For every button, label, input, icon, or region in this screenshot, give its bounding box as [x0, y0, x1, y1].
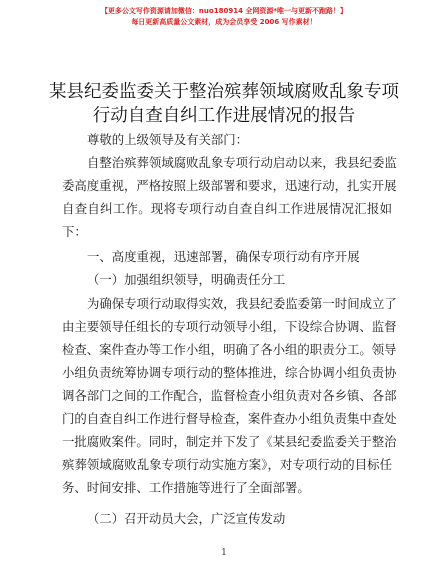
section-1-line: 小组负责统筹协调专项行动的整体推进，综合协调小组负责协	[62, 365, 397, 380]
intro-paragraph	[62, 151, 397, 243]
promo-banner-line-1: 【更多公文写作资源请加微信：nuo180914 全网资源*唯一与更新不跑路！】	[100, 7, 348, 15]
title-line-1: 某县纪委监委关于整治殡葬领域腐败乱象专项	[49, 82, 399, 102]
section-1-paragraph	[62, 292, 397, 499]
section-1-line: 殡葬领域腐败乱象专项行动实施方案》，对专项行动的目标任	[62, 457, 392, 472]
title-line-2: 行动自查自纠工作进展情况的报告	[92, 106, 356, 126]
section-1-line: 检查、案件查办等工作小组，明确了各小组的职责分工。领导	[62, 342, 397, 357]
section-1-heading: （一）加强组织领导，明确责任分工	[87, 272, 286, 287]
heading-1: 一、高度重视，迅速部署，确保专项行动有序开展	[87, 249, 360, 264]
intro-line: 下：	[62, 224, 87, 239]
section-1-line: 为确保专项行动取得实效，我县纪委监委第一时间成立了	[87, 296, 397, 311]
section-2-heading: （二）召开动员大会，广泛宣传发动	[87, 511, 286, 526]
intro-line: 自查自纠工作。现将专项行动自查自纠工作进展情况汇报如	[62, 201, 392, 216]
intro-line: 自整治殡葬领域腐败乱象专项行动启动以来，我县纪委监	[87, 155, 397, 170]
section-1-line: 门的自查自纠工作进行督导检查，案件查办小组负责集中查处	[62, 411, 397, 426]
section-1-line: 一批腐败案件。同时，制定并下发了《某县纪委监委关于整治	[62, 434, 397, 449]
section-1-line: 由主要领导任组长的专项行动领导小组，下设综合协调、监督	[62, 319, 397, 334]
section-1-line: 务、时间安排、工作措施等进行了全面部署。	[62, 480, 310, 495]
page-number: 1	[221, 548, 227, 558]
promo-banner-line-2: 每日更新高质量公文素材，成为会员享受 2006 写作素材！	[131, 18, 317, 26]
section-1-line: 调各部门之间的工作配合，监督检查小组负责对各乡镇、各部	[62, 388, 397, 403]
document-title	[30, 80, 418, 128]
promo-banner	[0, 6, 448, 28]
greeting: 尊敬的上级领导及有关部门：	[87, 132, 249, 147]
intro-line: 委高度重视，严格按照上级部署和要求，迅速行动，扎实开展	[62, 178, 397, 193]
